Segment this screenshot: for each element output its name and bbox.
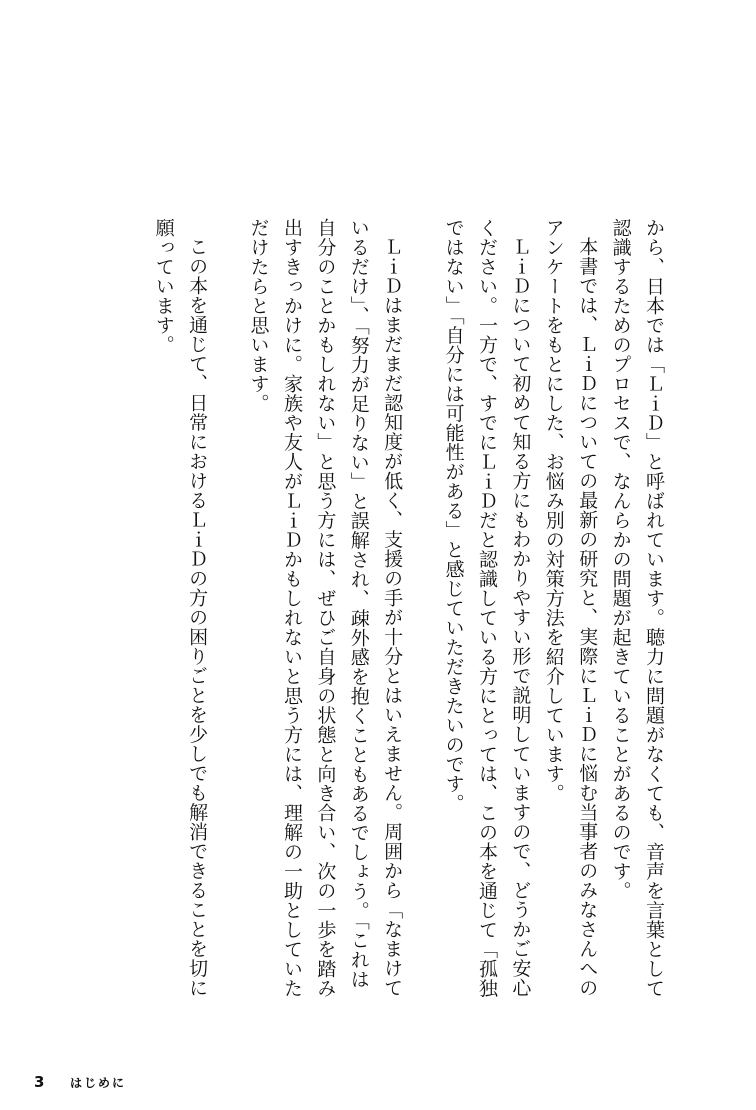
- page-footer: [34, 1072, 126, 1092]
- paragraph-3: ＬｉＤについて初めて知る方にもわかりやすい形で説明していますので、どうかご安心ください。一方で、すでにＬｉＤだと認識している方にとっては、この本を通じて「孤独ではない」「自分には可能性がある」と感じていただきたいのです。: [442, 218, 532, 998]
- paragraph-5: この本を通じて、日常におけるＬｉＤの方の困りごとを少しでも解消できることを切に願っています。: [152, 218, 209, 998]
- page-number: 3: [34, 1073, 45, 1091]
- page-body: [90, 218, 670, 998]
- paragraph-2: 本書では、ＬｉＤについての最新の研究と、実際にＬｉＤに悩む当事者のみなさんへのアンケートをもとにした、お悩み別の対策方法を紹介しています。: [542, 218, 599, 998]
- paragraph-1: から、日本では「ＬｉＤ」と呼ばれています。聴力に問題がなくても、音声を言葉として認識するためのプロセスで、なんらかの問題が起きていることがあるのです。: [609, 218, 665, 998]
- paragraph-4: ＬｉＤはまだまだ認知度が低く、支援の手が十分とはいえません。周囲から「なまけているだけ」、「努力が足りない」と誤解され、疎外感を抱くこともあるでしょう。「これは自分のことかもしれない」と思う方には、ぜひご自身の状態と向き合い、次の一歩を踏み出すきっかけに。家族や友人がＬｉＤかもしれないと思う方には、理解の一助としていただけたらと思います。: [247, 218, 404, 998]
- running-head: はじめに: [70, 1075, 127, 1090]
